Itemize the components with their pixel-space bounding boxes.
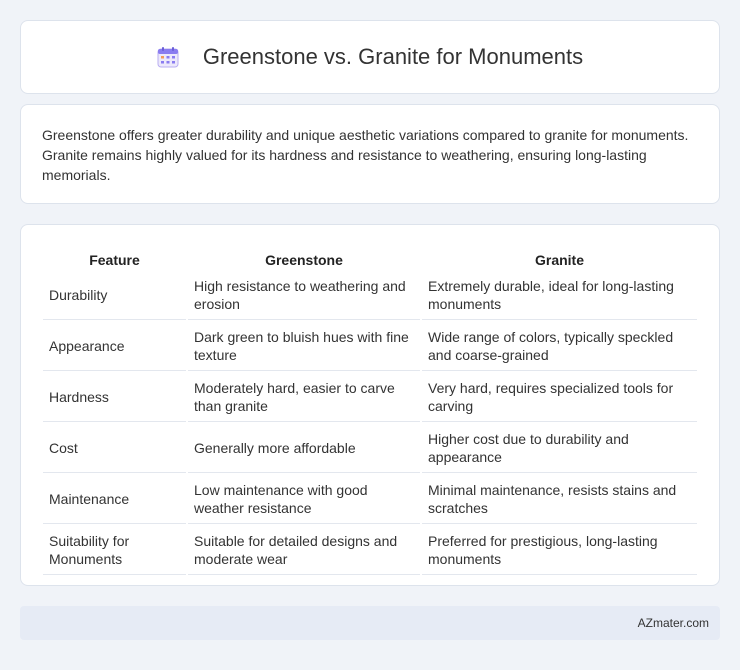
column-header-granite: Granite — [534, 252, 584, 268]
greenstone-cell: Low maintenance with good weather resistance — [188, 475, 420, 524]
greenstone-cell: Dark green to bluish hues with fine texture — [188, 322, 420, 371]
granite-cell: Very hard, requires specialized tools for carving — [422, 373, 697, 422]
table-row — [43, 373, 697, 422]
feature-cell: Appearance — [43, 322, 186, 371]
comparison-card — [20, 224, 720, 586]
feature-cell: Cost — [43, 424, 186, 473]
greenstone-cell: High resistance to weathering and erosion — [188, 271, 420, 320]
column-header-greenstone: Greenstone — [265, 252, 343, 268]
feature-cell: Suitability for Monuments — [43, 526, 186, 575]
greenstone-cell: Generally more affordable — [188, 424, 420, 473]
greenstone-cell: Moderately hard, easier to carve than granite — [188, 373, 420, 422]
granite-cell: Minimal maintenance, resists stains and scratches — [422, 475, 697, 524]
feature-cell: Maintenance — [43, 475, 186, 524]
page-title: Greenstone vs. Granite for Monuments — [202, 44, 584, 69]
feature-cell: Hardness — [43, 373, 186, 422]
granite-cell: Higher cost due to durability and appearance — [422, 424, 697, 473]
header-card — [20, 20, 720, 94]
table-row — [43, 322, 697, 371]
footer — [20, 606, 720, 640]
summary-text: Greenstone offers greater durability and unique aesthetic variations compared to granite for monuments. Granite remains highly valued for its hardness and resistance to weathering, ensuring long-lasting memorials. — [42, 127, 689, 183]
table-row — [43, 424, 697, 473]
table-row — [43, 271, 697, 320]
feature-cell: Durability — [43, 271, 186, 320]
granite-cell: Wide range of colors, typically speckled and coarse-grained — [422, 322, 697, 371]
summary-card — [20, 104, 720, 204]
table-header-row — [43, 247, 697, 269]
calendar-icon — [157, 46, 179, 68]
footer-site-label[interactable]: AZmater.com — [637, 616, 709, 630]
table-row — [43, 475, 697, 524]
granite-cell: Extremely durable, ideal for long-lasting monuments — [422, 271, 697, 320]
granite-cell: Preferred for prestigious, long-lasting monuments — [422, 526, 697, 575]
comparison-table — [41, 245, 699, 577]
column-header-feature: Feature — [89, 252, 140, 268]
header — [157, 44, 583, 70]
table-row — [43, 526, 697, 575]
greenstone-cell: Suitable for detailed designs and moderate wear — [188, 526, 420, 575]
